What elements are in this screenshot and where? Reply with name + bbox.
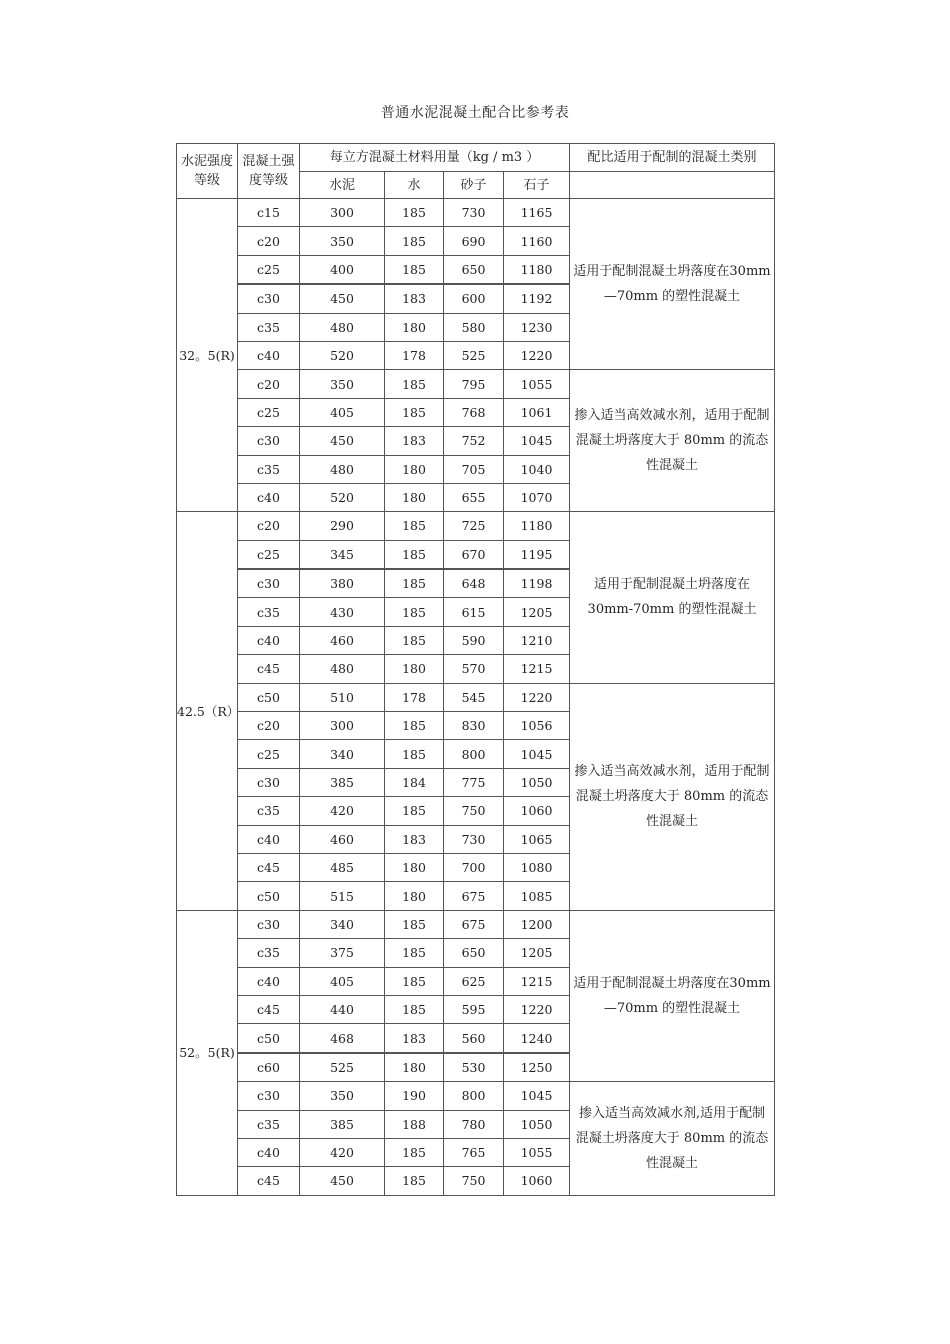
header-cement-grade: 水泥强度等级: [177, 144, 238, 199]
table-row: [177, 1082, 775, 1110]
cement-grade-cell: 42.5（R）: [177, 512, 238, 910]
sand-amount-cell: 595: [444, 995, 504, 1023]
cement-amount-cell: 450: [300, 284, 385, 313]
cement-amount-cell: 400: [300, 255, 385, 284]
sand-amount-cell: 795: [444, 370, 504, 398]
concrete-grade-cell: c15: [238, 199, 300, 227]
water-amount-cell: 178: [385, 683, 444, 711]
cement-amount-cell: 405: [300, 398, 385, 426]
concrete-grade-cell: c25: [238, 740, 300, 768]
concrete-grade-cell: c25: [238, 255, 300, 284]
water-amount-cell: 185: [385, 370, 444, 398]
applicable-category-cell: 适用于配制混凝土坍落度在30mm—70mm 的塑性混凝土: [570, 910, 775, 1081]
water-amount-cell: 180: [385, 882, 444, 910]
sand-amount-cell: 730: [444, 825, 504, 853]
sand-amount-cell: 590: [444, 626, 504, 654]
concrete-grade-cell: c40: [238, 626, 300, 654]
cement-amount-cell: 450: [300, 427, 385, 455]
sand-amount-cell: 655: [444, 483, 504, 511]
cement-amount-cell: 520: [300, 483, 385, 511]
concrete-grade-cell: c45: [238, 995, 300, 1023]
cement-amount-cell: 420: [300, 1138, 385, 1166]
sand-amount-cell: 675: [444, 882, 504, 910]
concrete-grade-cell: c20: [238, 227, 300, 255]
cement-amount-cell: 480: [300, 313, 385, 341]
concrete-grade-cell: c35: [238, 939, 300, 967]
sand-amount-cell: 525: [444, 341, 504, 369]
water-amount-cell: 190: [385, 1082, 444, 1110]
stone-amount-cell: 1198: [504, 569, 570, 598]
concrete-grade-cell: c60: [238, 1053, 300, 1082]
water-amount-cell: 185: [385, 569, 444, 598]
stone-amount-cell: 1215: [504, 967, 570, 995]
concrete-grade-cell: c30: [238, 427, 300, 455]
cement-amount-cell: 385: [300, 768, 385, 796]
sand-amount-cell: 648: [444, 569, 504, 598]
cement-amount-cell: 340: [300, 910, 385, 938]
sand-amount-cell: 750: [444, 1167, 504, 1195]
water-amount-cell: 183: [385, 284, 444, 313]
applicable-category-cell: 适用于配制混凝土坍落度在30mm-70mm 的塑性混凝土: [570, 512, 775, 683]
cement-grade-cell: 32。5(R): [177, 199, 238, 512]
stone-amount-cell: 1060: [504, 797, 570, 825]
page-title: 普通水泥混凝土配合比参考表: [380, 105, 570, 121]
sand-amount-cell: 670: [444, 540, 504, 569]
water-amount-cell: 185: [385, 995, 444, 1023]
stone-amount-cell: 1085: [504, 882, 570, 910]
concrete-grade-cell: c35: [238, 797, 300, 825]
concrete-grade-cell: c40: [238, 341, 300, 369]
sand-amount-cell: 750: [444, 797, 504, 825]
cement-amount-cell: 345: [300, 540, 385, 569]
water-amount-cell: 185: [385, 967, 444, 995]
applicable-category-cell: 适用于配制混凝土坍落度在30mm—70mm 的塑性混凝土: [570, 199, 775, 370]
sand-amount-cell: 800: [444, 1082, 504, 1110]
cement-amount-cell: 480: [300, 655, 385, 683]
stone-amount-cell: 1230: [504, 313, 570, 341]
water-amount-cell: 185: [385, 939, 444, 967]
sand-amount-cell: 725: [444, 512, 504, 540]
header-stone: 石子: [504, 172, 570, 199]
stone-amount-cell: 1050: [504, 1110, 570, 1138]
stone-amount-cell: 1220: [504, 683, 570, 711]
concrete-grade-cell: c30: [238, 768, 300, 796]
stone-amount-cell: 1045: [504, 1082, 570, 1110]
stone-amount-cell: 1220: [504, 341, 570, 369]
concrete-grade-cell: c20: [238, 512, 300, 540]
concrete-grade-cell: c40: [238, 967, 300, 995]
water-amount-cell: 183: [385, 427, 444, 455]
cement-amount-cell: 340: [300, 740, 385, 768]
stone-amount-cell: 1180: [504, 512, 570, 540]
stone-amount-cell: 1056: [504, 712, 570, 740]
header-concrete-grade: 混凝土强度等级: [238, 144, 300, 199]
sand-amount-cell: 570: [444, 655, 504, 683]
concrete-grade-cell: c30: [238, 910, 300, 938]
cement-amount-cell: 405: [300, 967, 385, 995]
stone-amount-cell: 1192: [504, 284, 570, 313]
stone-amount-cell: 1195: [504, 540, 570, 569]
table-row: [177, 512, 775, 540]
sand-amount-cell: 705: [444, 455, 504, 483]
cement-amount-cell: 300: [300, 199, 385, 227]
sand-amount-cell: 690: [444, 227, 504, 255]
water-amount-cell: 185: [385, 398, 444, 426]
water-amount-cell: 188: [385, 1110, 444, 1138]
table-row: [177, 370, 775, 398]
header-blank-cell: [570, 172, 775, 199]
header-water: 水: [385, 172, 444, 199]
cement-amount-cell: 420: [300, 797, 385, 825]
cement-amount-cell: 375: [300, 939, 385, 967]
concrete-grade-cell: c50: [238, 1024, 300, 1053]
sand-amount-cell: 650: [444, 939, 504, 967]
water-amount-cell: 180: [385, 1053, 444, 1082]
water-amount-cell: 185: [385, 255, 444, 284]
sand-amount-cell: 830: [444, 712, 504, 740]
water-amount-cell: 185: [385, 1138, 444, 1166]
stone-amount-cell: 1045: [504, 740, 570, 768]
cement-amount-cell: 468: [300, 1024, 385, 1053]
stone-amount-cell: 1165: [504, 199, 570, 227]
cement-amount-cell: 450: [300, 1167, 385, 1195]
cement-amount-cell: 350: [300, 227, 385, 255]
stone-amount-cell: 1070: [504, 483, 570, 511]
sand-amount-cell: 545: [444, 683, 504, 711]
table-row: [177, 910, 775, 938]
concrete-grade-cell: c40: [238, 1138, 300, 1166]
water-amount-cell: 180: [385, 313, 444, 341]
sand-amount-cell: 752: [444, 427, 504, 455]
cement-amount-cell: 460: [300, 825, 385, 853]
water-amount-cell: 180: [385, 655, 444, 683]
stone-amount-cell: 1060: [504, 1167, 570, 1195]
header-materials-group: 每立方混凝土材料用量（kg / m3 ）: [300, 144, 570, 172]
sand-amount-cell: 580: [444, 313, 504, 341]
water-amount-cell: 180: [385, 455, 444, 483]
header-applicable-category: 配比适用于配制的混凝土类别: [570, 144, 775, 172]
stone-amount-cell: 1240: [504, 1024, 570, 1053]
stone-amount-cell: 1205: [504, 598, 570, 626]
sand-amount-cell: 800: [444, 740, 504, 768]
cement-amount-cell: 385: [300, 1110, 385, 1138]
table-row: [177, 683, 775, 711]
cement-amount-cell: 525: [300, 1053, 385, 1082]
header-row: [177, 144, 775, 172]
stone-amount-cell: 1250: [504, 1053, 570, 1082]
water-amount-cell: 183: [385, 1024, 444, 1053]
cement-amount-cell: 515: [300, 882, 385, 910]
stone-amount-cell: 1160: [504, 227, 570, 255]
sand-amount-cell: 615: [444, 598, 504, 626]
concrete-grade-cell: c45: [238, 853, 300, 881]
stone-amount-cell: 1065: [504, 825, 570, 853]
concrete-grade-cell: c40: [238, 483, 300, 511]
concrete-grade-cell: c25: [238, 398, 300, 426]
stone-amount-cell: 1050: [504, 768, 570, 796]
water-amount-cell: 185: [385, 740, 444, 768]
concrete-grade-cell: c30: [238, 1082, 300, 1110]
water-amount-cell: 183: [385, 825, 444, 853]
applicable-category-cell: 掺入适当高效减水剂,适用于配制混凝土坍落度大于 80mm 的流态性混凝土: [570, 1082, 775, 1196]
water-amount-cell: 185: [385, 199, 444, 227]
water-amount-cell: 180: [385, 853, 444, 881]
concrete-grade-cell: c35: [238, 598, 300, 626]
cement-amount-cell: 460: [300, 626, 385, 654]
sand-amount-cell: 560: [444, 1024, 504, 1053]
stone-amount-cell: 1200: [504, 910, 570, 938]
concrete-grade-cell: c35: [238, 313, 300, 341]
sand-amount-cell: 730: [444, 199, 504, 227]
stone-amount-cell: 1061: [504, 398, 570, 426]
cement-amount-cell: 440: [300, 995, 385, 1023]
concrete-grade-cell: c45: [238, 1167, 300, 1195]
stone-amount-cell: 1040: [504, 455, 570, 483]
sand-amount-cell: 650: [444, 255, 504, 284]
water-amount-cell: 185: [385, 797, 444, 825]
water-amount-cell: 178: [385, 341, 444, 369]
sand-amount-cell: 775: [444, 768, 504, 796]
mix-ratio-table: [176, 143, 775, 1196]
header-sand: 砂子: [444, 172, 504, 199]
concrete-grade-cell: c40: [238, 825, 300, 853]
sand-amount-cell: 600: [444, 284, 504, 313]
water-amount-cell: 185: [385, 626, 444, 654]
applicable-category-cell: 掺入适当高效减水剂，适用于配制混凝土坍落度大于 80mm 的流态性混凝土: [570, 370, 775, 512]
concrete-grade-cell: c30: [238, 569, 300, 598]
sand-amount-cell: 700: [444, 853, 504, 881]
cement-amount-cell: 350: [300, 1082, 385, 1110]
stone-amount-cell: 1080: [504, 853, 570, 881]
stone-amount-cell: 1220: [504, 995, 570, 1023]
sand-amount-cell: 675: [444, 910, 504, 938]
stone-amount-cell: 1180: [504, 255, 570, 284]
cement-amount-cell: 380: [300, 569, 385, 598]
water-amount-cell: 185: [385, 910, 444, 938]
concrete-grade-cell: c50: [238, 882, 300, 910]
sand-amount-cell: 765: [444, 1138, 504, 1166]
stone-amount-cell: 1055: [504, 370, 570, 398]
cement-amount-cell: 520: [300, 341, 385, 369]
stone-amount-cell: 1215: [504, 655, 570, 683]
cement-amount-cell: 430: [300, 598, 385, 626]
cement-amount-cell: 485: [300, 853, 385, 881]
concrete-grade-cell: c25: [238, 540, 300, 569]
concrete-grade-cell: c20: [238, 370, 300, 398]
cement-amount-cell: 480: [300, 455, 385, 483]
stone-amount-cell: 1205: [504, 939, 570, 967]
sand-amount-cell: 780: [444, 1110, 504, 1138]
stone-amount-cell: 1055: [504, 1138, 570, 1166]
water-amount-cell: 184: [385, 768, 444, 796]
concrete-grade-cell: c35: [238, 455, 300, 483]
sand-amount-cell: 530: [444, 1053, 504, 1082]
concrete-grade-cell: c30: [238, 284, 300, 313]
water-amount-cell: 185: [385, 598, 444, 626]
concrete-grade-cell: c45: [238, 655, 300, 683]
water-amount-cell: 185: [385, 227, 444, 255]
concrete-grade-cell: c50: [238, 683, 300, 711]
water-amount-cell: 185: [385, 540, 444, 569]
water-amount-cell: 185: [385, 1167, 444, 1195]
water-amount-cell: 180: [385, 483, 444, 511]
concrete-grade-cell: c20: [238, 712, 300, 740]
table-row: [177, 199, 775, 227]
cement-amount-cell: 350: [300, 370, 385, 398]
stone-amount-cell: 1210: [504, 626, 570, 654]
stone-amount-cell: 1045: [504, 427, 570, 455]
applicable-category-cell: 掺入适当高效减水剂，适用于配制混凝土坍落度大于 80mm 的流态性混凝土: [570, 683, 775, 910]
sand-amount-cell: 625: [444, 967, 504, 995]
sand-amount-cell: 768: [444, 398, 504, 426]
cement-grade-cell: 52。5(R): [177, 910, 238, 1195]
concrete-grade-cell: c35: [238, 1110, 300, 1138]
cement-amount-cell: 510: [300, 683, 385, 711]
water-amount-cell: 185: [385, 512, 444, 540]
header-cement: 水泥: [300, 172, 385, 199]
cement-amount-cell: 290: [300, 512, 385, 540]
water-amount-cell: 185: [385, 712, 444, 740]
cement-amount-cell: 300: [300, 712, 385, 740]
